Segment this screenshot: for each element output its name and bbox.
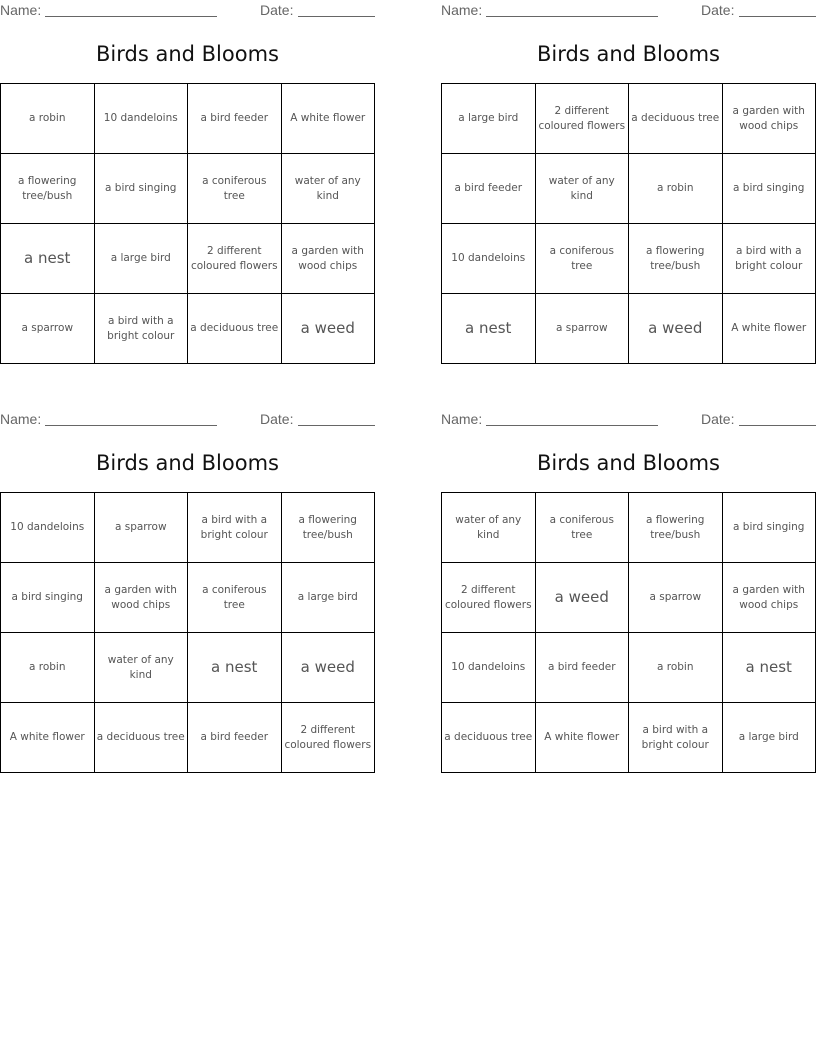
grid-row	[1, 154, 375, 224]
name-blank-line	[486, 16, 658, 17]
grid-cell: water of any kind	[442, 493, 536, 563]
grid-cell: a robin	[1, 84, 95, 154]
grid-cell: water of any kind	[94, 633, 188, 703]
name-label: Name:	[0, 2, 42, 18]
grid-cell: a weed	[629, 294, 723, 364]
date-label: Date:	[260, 2, 294, 18]
grid-row	[1, 84, 375, 154]
grid-cell: a coniferous tree	[535, 493, 629, 563]
card-title: Birds and Blooms	[537, 451, 720, 475]
grid-cell: a bird feeder	[188, 84, 282, 154]
grid-cell: water of any kind	[281, 154, 375, 224]
card-header	[441, 0, 816, 20]
grid-cell: a flowering tree/bush	[629, 493, 723, 563]
grid-cell: a robin	[1, 633, 95, 703]
grid-cell: a deciduous tree	[442, 703, 536, 773]
grid-cell: a nest	[188, 633, 282, 703]
grid-row	[442, 224, 816, 294]
grid-cell: a bird singing	[722, 493, 816, 563]
grid-cell: A white flower	[281, 84, 375, 154]
grid-cell: a bird singing	[94, 154, 188, 224]
date-label: Date:	[260, 411, 294, 427]
grid-cell: a deciduous tree	[94, 703, 188, 773]
card-header	[0, 0, 375, 20]
bingo-grid	[441, 83, 816, 364]
grid-cell: a sparrow	[629, 563, 723, 633]
grid-row	[1, 224, 375, 294]
grid-cell: a large bird	[94, 224, 188, 294]
grid-cell: a garden with wood chips	[94, 563, 188, 633]
grid-cell: a coniferous tree	[188, 563, 282, 633]
grid-cell: a weed	[281, 633, 375, 703]
grid-cell: A white flower	[722, 294, 816, 364]
grid-cell: a weed	[281, 294, 375, 364]
date-blank-line	[298, 16, 375, 17]
grid-cell: a deciduous tree	[629, 84, 723, 154]
grid-cell: 2 different coloured flowers	[281, 703, 375, 773]
grid-row	[442, 563, 816, 633]
grid-cell: 10 dandeloins	[442, 633, 536, 703]
grid-row	[1, 294, 375, 364]
date-label: Date:	[701, 2, 735, 18]
bingo-grid	[0, 83, 375, 364]
grid-cell: a bird singing	[1, 563, 95, 633]
grid-cell: 2 different coloured flowers	[442, 563, 536, 633]
grid-cell: a sparrow	[535, 294, 629, 364]
grid-cell: a nest	[1, 224, 95, 294]
grid-row	[1, 703, 375, 773]
grid-cell: a bird with a bright colour	[188, 493, 282, 563]
name-blank-line	[45, 16, 217, 17]
card-header	[441, 409, 816, 429]
grid-cell: a sparrow	[94, 493, 188, 563]
grid-cell: a garden with wood chips	[722, 563, 816, 633]
grid-row	[442, 294, 816, 364]
grid-cell: a bird with a bright colour	[94, 294, 188, 364]
card-title: Birds and Blooms	[96, 451, 279, 475]
grid-row	[442, 633, 816, 703]
grid-row	[1, 493, 375, 563]
grid-cell: A white flower	[1, 703, 95, 773]
grid-cell: 10 dandeloins	[1, 493, 95, 563]
bingo-grid	[0, 492, 375, 773]
grid-cell: a robin	[629, 633, 723, 703]
grid-cell: 10 dandeloins	[94, 84, 188, 154]
grid-row	[442, 703, 816, 773]
card-header	[0, 409, 375, 429]
grid-cell: a sparrow	[1, 294, 95, 364]
grid-cell: A white flower	[535, 703, 629, 773]
grid-cell: a large bird	[442, 84, 536, 154]
date-label: Date:	[701, 411, 735, 427]
name-label: Name:	[441, 2, 483, 18]
name-label: Name:	[441, 411, 483, 427]
bingo-grid	[441, 492, 816, 773]
name-label: Name:	[0, 411, 42, 427]
grid-cell: 2 different coloured flowers	[188, 224, 282, 294]
grid-cell: a deciduous tree	[188, 294, 282, 364]
grid-cell: a garden with wood chips	[281, 224, 375, 294]
grid-cell: a flowering tree/bush	[1, 154, 95, 224]
grid-cell: a garden with wood chips	[722, 84, 816, 154]
grid-cell: a flowering tree/bush	[629, 224, 723, 294]
grid-cell: water of any kind	[535, 154, 629, 224]
grid-cell: 10 dandeloins	[442, 224, 536, 294]
name-blank-line	[486, 425, 658, 426]
card-title: Birds and Blooms	[537, 42, 720, 66]
date-blank-line	[298, 425, 375, 426]
grid-row	[1, 563, 375, 633]
grid-cell: a bird with a bright colour	[722, 224, 816, 294]
grid-row	[442, 493, 816, 563]
grid-cell: a bird singing	[722, 154, 816, 224]
grid-cell: a bird feeder	[188, 703, 282, 773]
name-blank-line	[45, 425, 217, 426]
grid-cell: a robin	[629, 154, 723, 224]
grid-cell: a bird feeder	[535, 633, 629, 703]
grid-cell: a large bird	[281, 563, 375, 633]
grid-row	[442, 84, 816, 154]
grid-row	[1, 633, 375, 703]
grid-cell: a bird feeder	[442, 154, 536, 224]
grid-cell: 2 different coloured flowers	[535, 84, 629, 154]
date-blank-line	[739, 425, 816, 426]
grid-cell: a nest	[442, 294, 536, 364]
grid-row	[442, 154, 816, 224]
grid-cell: a weed	[535, 563, 629, 633]
grid-cell: a nest	[722, 633, 816, 703]
grid-cell: a large bird	[722, 703, 816, 773]
grid-cell: a bird with a bright colour	[629, 703, 723, 773]
card-title: Birds and Blooms	[96, 42, 279, 66]
date-blank-line	[739, 16, 816, 17]
grid-cell: a coniferous tree	[188, 154, 282, 224]
grid-cell: a flowering tree/bush	[281, 493, 375, 563]
grid-cell: a coniferous tree	[535, 224, 629, 294]
